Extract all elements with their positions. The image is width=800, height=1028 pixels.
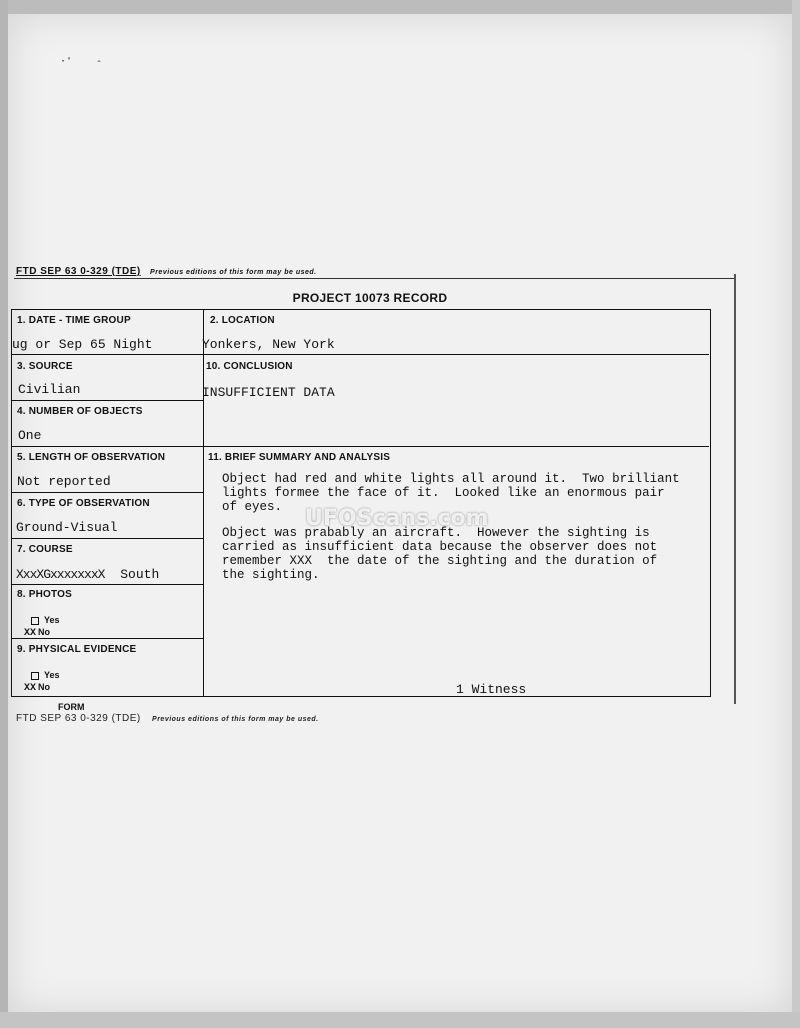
photos-no-option: [24, 627, 50, 639]
photos-yes-checkbox: [31, 617, 39, 625]
form-code: FTD SEP 63 0-329 (TDE): [16, 266, 141, 277]
physical-evidence-no-label: No: [38, 682, 51, 692]
location-value: Yonkers, New York: [202, 337, 335, 352]
record-title: PROJECT 10073 RECORD: [292, 291, 448, 305]
number-of-objects-value: One: [18, 428, 42, 443]
record-form: [11, 309, 711, 697]
physical-evidence-no-mark: XX: [24, 683, 37, 694]
physical-evidence-no-option: [24, 682, 50, 694]
footer-form-code: FTD SEP 63 0-329 (TDE): [16, 713, 141, 724]
previous-editions-note: Previous editions of this form may be used.: [150, 269, 317, 276]
scan-edge-bottom: [0, 1012, 800, 1028]
photos-yes-label: Yes: [44, 615, 60, 625]
source-label: 3. SOURCE: [17, 361, 73, 372]
date-time-group-value: ug or Sep 65 Night: [12, 337, 153, 352]
right-rule: [734, 274, 736, 704]
source-value: Civilian: [18, 382, 81, 397]
conclusion-label: 10. CONCLUSION: [206, 361, 293, 372]
physical-evidence-label: 9. PHYSICAL EVIDENCE: [17, 644, 137, 655]
row-divider: [12, 584, 204, 585]
summary-text: [222, 472, 702, 594]
form-header-line: [16, 266, 317, 277]
scan-speck: ·': [60, 56, 73, 67]
row-divider: [12, 538, 204, 539]
scan-edge-top: [0, 0, 800, 14]
scan-edge-right: [792, 0, 800, 1028]
course-struck-text: XxxXGxxxxxxxX: [16, 567, 105, 582]
footer-previous-editions: Previous editions of this form may be used.: [152, 716, 319, 723]
witness-count: 1 Witness: [456, 682, 527, 697]
course-value: South: [120, 567, 160, 582]
summary-paragraph-2: Object was prabably an aircraft. However the sighting is carried as insufficient data because the observer does not remember XXX the date of the sighting and the duration of the sighting.: [222, 526, 658, 582]
summary-paragraph-1: Object had red and white lights all around it. Two brilliant lights formee the face of it. Looked like an enormous pair of eyes.: [222, 472, 680, 514]
location-label: 2. LOCATION: [210, 315, 275, 326]
watermark: UFOScans.com: [305, 506, 489, 531]
row-divider: [12, 354, 709, 355]
photos-label: 8. PHOTOS: [17, 589, 72, 600]
photos-no-mark: XX: [24, 628, 37, 639]
photos-no-label: No: [38, 627, 51, 637]
course-label: 7. COURSE: [17, 544, 73, 555]
number-of-objects-label: 4. NUMBER OF OBJECTS: [17, 406, 143, 417]
scan-speck: -: [96, 56, 103, 67]
footer-line: [16, 713, 319, 724]
length-of-observation-label: 5. LENGTH OF OBSERVATION: [17, 452, 166, 463]
row-divider: [12, 446, 709, 447]
physical-evidence-yes-checkbox: [31, 672, 39, 680]
summary-label: 11. BRIEF SUMMARY AND ANALYSIS: [208, 452, 391, 463]
footer-form-label: FORM: [58, 702, 85, 712]
row-divider: [12, 492, 204, 493]
type-of-observation-value: Ground-Visual: [16, 520, 118, 535]
scan-edge-left: [0, 0, 8, 1028]
date-time-group-label: 1. DATE - TIME GROUP: [17, 315, 131, 326]
length-of-observation-value: Not reported: [17, 474, 111, 489]
photos-yes-option: [31, 615, 60, 625]
course-value-row: [16, 567, 159, 582]
physical-evidence-yes-label: Yes: [44, 670, 60, 680]
conclusion-value: INSUFFICIENT DATA: [202, 385, 335, 400]
physical-evidence-yes-option: [31, 670, 60, 680]
row-divider: [12, 400, 204, 401]
type-of-observation-label: 6. TYPE OF OBSERVATION: [17, 498, 150, 509]
header-rule: [14, 278, 734, 279]
